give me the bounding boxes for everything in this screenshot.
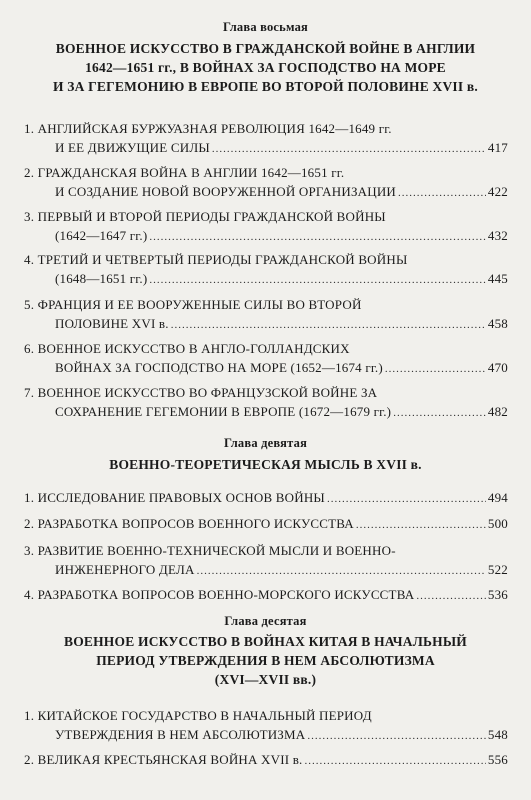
toc-entry[interactable]: [24, 119, 508, 159]
page-number: 536: [487, 587, 508, 602]
toc-entry[interactable]: [24, 339, 508, 379]
entry-title: ПОЛОВИНЕ XVI в.: [55, 316, 169, 331]
chapter-title-line: ВОЕННОЕ ИСКУССТВО В ВОЙНАХ КИТАЯ В НАЧАЛЬНЫЙ: [64, 634, 467, 649]
chapter-label: Глава десятая: [224, 614, 307, 628]
dot-leader: [307, 727, 486, 746]
chapter-title-line: ВОЕННО-ТЕОРЕТИЧЕСКАЯ МЫСЛЬ В XVII в.: [109, 457, 422, 472]
chapter-title-line: ПЕРИОД УТВЕРЖДЕНИЯ В НЕМ АБСОЛЮТИЗМА: [96, 653, 435, 668]
page-number: 470: [487, 360, 508, 375]
entry-title: 1. АНГЛИЙСКАЯ БУРЖУАЗНАЯ РЕВОЛЮЦИЯ 1642—1649 гг.: [24, 121, 392, 136]
chapter-title-line: ВОЕННОЕ ИСКУССТВО В ГРАЖДАНСКОЙ ВОЙНЕ В АНГЛИИ: [55, 41, 476, 56]
toc-entry[interactable]: [24, 585, 508, 606]
page-number: 432: [487, 228, 508, 243]
page-number: 458: [487, 316, 508, 331]
entry-title: 2. ВЕЛИКАЯ КРЕСТЬЯНСКАЯ ВОЙНА XVII в.: [24, 752, 303, 767]
toc-entry[interactable]: [24, 250, 508, 290]
dot-leader: [416, 587, 486, 606]
page-number: 422: [487, 184, 508, 199]
page-number: 417: [487, 140, 508, 155]
dot-leader: [305, 752, 486, 771]
entry-title: 4. РАЗРАБОТКА ВОПРОСОВ ВОЕННО-МОРСКОГО ИСКУССТВА: [24, 587, 415, 602]
toc-entry[interactable]: [24, 750, 508, 771]
chapter-title-line: 1642—1651 гг., В ВОЙНАХ ЗА ГОСПОДСТВО НА МОРЕ: [85, 60, 446, 75]
entry-title: 6. ВОЕННОЕ ИСКУССТВО В АНГЛО-ГОЛЛАНДСКИХ: [24, 341, 350, 356]
toc-entry[interactable]: [24, 541, 508, 581]
entry-title: 1. ИССЛЕДОВАНИЕ ПРАВОВЫХ ОСНОВ ВОЙНЫ: [24, 490, 325, 505]
entry-title: ВОЙНАХ ЗА ГОСПОДСТВО НА МОРЕ (1652—1674 гг.): [55, 360, 383, 375]
dot-leader: [356, 516, 486, 535]
chapter-title: [22, 632, 509, 689]
chapter-title-line: И ЗА ГЕГЕМОНИЮ В ЕВРОПЕ ВО ВТОРОЙ ПОЛОВИНЕ XVII в.: [53, 79, 478, 94]
entry-title: 7. ВОЕННОЕ ИСКУССТВО ВО ФРАНЦУЗСКОЙ ВОЙНЕ ЗА: [24, 385, 378, 400]
page-number: 494: [487, 490, 508, 505]
page-number: 500: [487, 516, 508, 531]
dot-leader: [197, 562, 486, 581]
toc-entry[interactable]: [24, 207, 508, 247]
dot-leader: [398, 184, 486, 203]
dot-leader: [327, 490, 486, 509]
entry-title: СОХРАНЕНИЕ ГЕГЕМОНИИ В ЕВРОПЕ (1672—1679 гг.): [55, 404, 392, 419]
toc-entry[interactable]: [24, 514, 508, 535]
chapter-title: [22, 455, 509, 474]
dot-leader: [171, 316, 486, 335]
toc-entry[interactable]: [24, 706, 508, 746]
page-number: 522: [487, 562, 508, 577]
page-number: 445: [487, 271, 508, 286]
entry-title: 3. ПЕРВЫЙ И ВТОРОЙ ПЕРИОДЫ ГРАЖДАНСКОЙ ВОЙНЫ: [24, 209, 386, 224]
entry-title: 2. РАЗРАБОТКА ВОПРОСОВ ВОЕННОГО ИСКУССТВА: [24, 516, 354, 531]
entry-title: ИНЖЕНЕРНОГО ДЕЛА: [55, 562, 195, 577]
entry-title: 2. ГРАЖДАНСКАЯ ВОЙНА В АНГЛИИ 1642—1651 гг.: [24, 165, 345, 180]
entry-title: 5. ФРАНЦИЯ И ЕЕ ВООРУЖЕННЫЕ СИЛЫ ВО ВТОРОЙ: [24, 297, 362, 312]
dot-leader: [212, 140, 486, 159]
dot-leader: [385, 360, 486, 379]
entry-title: И ЕЕ ДВИЖУЩИЕ СИЛЫ: [55, 140, 210, 155]
page-number: 482: [487, 404, 508, 419]
entry-title: И СОЗДАНИЕ НОВОЙ ВООРУЖЕННОЙ ОРГАНИЗАЦИИ: [55, 184, 397, 199]
dot-leader: [393, 404, 486, 423]
page-number: 556: [487, 752, 508, 767]
entry-title: 3. РАЗВИТИЕ ВОЕННО-ТЕХНИЧЕСКОЙ МЫСЛИ И ВОЕННО-: [24, 543, 396, 558]
chapter-label: Глава восьмая: [222, 20, 309, 34]
toc-entry[interactable]: [24, 163, 508, 203]
dot-leader: [149, 228, 486, 247]
toc-entry[interactable]: [24, 295, 508, 335]
entry-title: УТВЕРЖДЕНИЯ В НЕМ АБСОЛЮТИЗМА: [55, 727, 306, 742]
dot-leader: [149, 271, 486, 290]
toc-entry[interactable]: [24, 383, 508, 423]
entry-title: (1642—1647 гг.): [55, 228, 148, 243]
chapter-title: [22, 39, 509, 96]
entry-title: 1. КИТАЙСКОЕ ГОСУДАРСТВО В НАЧАЛЬНЫЙ ПЕРИОД: [24, 708, 372, 723]
entry-title: 4. ТРЕТИЙ И ЧЕТВЕРТЫЙ ПЕРИОДЫ ГРАЖДАНСКОЙ ВОЙНЫ: [24, 252, 408, 267]
toc-entry[interactable]: [24, 488, 508, 509]
entry-title: (1648—1651 гг.): [55, 271, 148, 286]
chapter-label: Глава девятая: [223, 436, 308, 450]
chapter-title-line: (XVI—XVII вв.): [214, 672, 317, 687]
page-number: 548: [487, 727, 508, 742]
